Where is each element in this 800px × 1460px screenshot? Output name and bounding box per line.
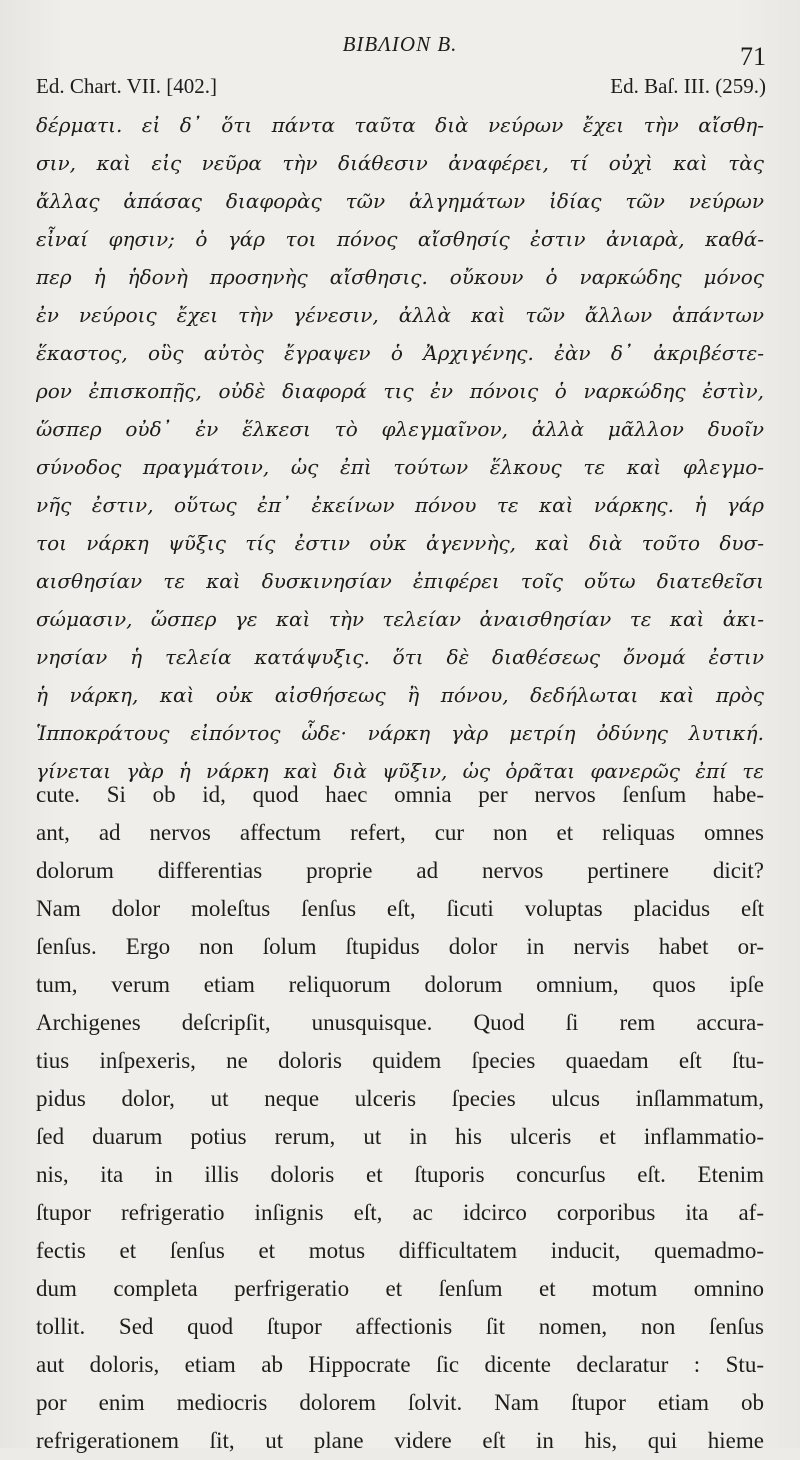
latin-line: cute. Si ob id, quod haec omnia per nervos ſenſum habe- xyxy=(36,782,764,807)
greek-line: σύνοδος πραγμάτοιν, ὡς ἐπὶ τούτων ἕλκους τε καὶ φλεγμο- xyxy=(36,455,764,479)
latin-line: Nam dolor moleſtus ſenſus eſt, ſicuti voluptas placidus eſt xyxy=(36,896,764,921)
greek-line: ὥσπερ οὐδ᾽ ἐν ἕλκεσι τὸ φλεγμαῖνον, ἀλλὰ μᾶλλον δυοῖν xyxy=(36,417,764,441)
latin-line: dum completa perfrigeratio et ſenſum et motum omnino xyxy=(36,1276,764,1301)
latin-line: tum, verum etiam reliquorum dolorum omnium, quos ipſe xyxy=(36,972,764,997)
page-number: 71 xyxy=(740,42,766,71)
latin-line: tius inſpexeris, ne doloris quidem ſpecies quaedam eſt ſtu- xyxy=(36,1048,764,1073)
edition-references xyxy=(36,74,766,102)
latin-line: fectis et ſenſus et motus difficultatem inducit, quemadmo- xyxy=(36,1238,764,1263)
edition-chartier: Ed. Chart. VII. [402.] xyxy=(36,74,217,98)
latin-line: ſenſus. Ergo non ſolum ſtupidus dolor in nervis habet or- xyxy=(36,934,764,959)
greek-line: τοι νάρκη ψῦξις τίς ἐστιν οὐκ ἀγεννὴς, καὶ διὰ τοῦτο δυσ- xyxy=(36,531,764,555)
latin-line: tollit. Sed quod ſtupor affectionis ſit nomen, non ſenſus xyxy=(36,1314,764,1339)
greek-line: σώμασιν, ὥσπερ γε καὶ τὴν τελείαν ἀναισθησίαν τε καὶ ἀκι- xyxy=(36,607,764,631)
greek-line: ἡ νάρκη, καὶ οὐκ αἰσθήσεως ἢ πόνου, δεδήλωται καὶ πρὸς xyxy=(36,683,764,707)
greek-line: ἄλλας ἁπάσας διαφορὰς τῶν ἀλγημάτων ἰδίας τῶν νεύρων xyxy=(36,189,764,213)
latin-line: refrigerationem ſit, ut plane videre eſt in his, qui hieme xyxy=(36,1428,764,1453)
latin-line: Archigenes deſcripſit, unusquisque. Quod ſi rem accura- xyxy=(36,1010,764,1035)
latin-line: ant, ad nervos affectum refert, cur non et reliquas omnes xyxy=(36,820,764,845)
latin-line: dolorum differentias proprie ad nervos pertinere dicit? xyxy=(36,858,764,883)
latin-line: aut doloris, etiam ab Hippocrate ſic dicente declaratur : Stu- xyxy=(36,1352,764,1377)
greek-line: αισθησίαν τε καὶ δυσκινησίαν ἐπιφέρει τοῖς οὕτω διατεθεῖσι xyxy=(36,569,764,593)
greek-line: ἐν νεύροις ἔχει τὴν γένεσιν, ἀλλὰ καὶ τῶν ἄλλων ἁπάντων xyxy=(36,303,764,327)
latin-line: nis, ita in illis doloris et ſtuporis concurſus eſt. Etenim xyxy=(36,1162,764,1187)
greek-line: Ἱπποκράτους εἰπόντος ὧδε· νάρκη γὰρ μετρίη ὀδύνης λυτική. xyxy=(36,721,764,745)
greek-line: ἕκαστος, οὓς αὐτὸς ἔγραψεν ὁ Ἀρχιγένης. ἐὰν δ᾽ ἀκριβέστε- xyxy=(36,341,764,365)
greek-line: νῆς ἐστιν, οὕτως ἐπ᾽ ἐκείνων πόνου τε καὶ νάρκης. ἡ γάρ xyxy=(36,493,764,517)
greek-line: ρον ἐπισκοπῇς, οὐδὲ διαφορά τις ἐν πόνοις ὁ ναρκώδης ἐστὶν, xyxy=(36,379,764,403)
latin-text-block xyxy=(36,776,764,1460)
running-head: BIBΛΙΟΝ B. xyxy=(342,32,458,56)
greek-line: γίνεται γὰρ ἡ νάρκη καὶ διὰ ψῦξιν, ὡς ὁρᾶται φανερῶς ἐπί τε xyxy=(36,759,764,783)
edition-basel: Ed. Baſ. III. (259.) xyxy=(610,74,766,98)
latin-line: ſtupor refrigeratio inſignis eſt, ac idcirco corporibus ita af- xyxy=(36,1200,764,1225)
greek-line: περ ἡ ἡδονὴ προσηνὴς αἴσθησις. οὔκουν ὁ ναρκώδης μόνος xyxy=(36,265,764,289)
greek-text-block xyxy=(36,106,764,790)
greek-line: εἶναί φησιν; ὁ γάρ τοι πόνος αἴσθησίς ἐστιν ἀνιαρὰ, καθά- xyxy=(36,227,764,251)
greek-line: σιν, καὶ εἰς νεῦρα τὴν διάθεσιν ἀναφέρει, τί οὐχὶ καὶ τὰς xyxy=(36,151,764,175)
greek-line: νησίαν ἡ τελεία κατάψυξις. ὅτι δὲ διαθέσεως ὄνομά ἐστιν xyxy=(36,645,764,669)
latin-line: pidus dolor, ut neque ulceris ſpecies ulcus inſlammatum, xyxy=(36,1086,764,1111)
latin-line: ſed duarum potius rerum, ut in his ulceris et inflammatio- xyxy=(36,1124,764,1149)
greek-line: δέρματι. εἰ δ᾽ ὅτι πάντα ταῦτα διὰ νεύρων ἔχει τὴν αἴσθη- xyxy=(36,113,764,137)
latin-line: por enim mediocris dolorem ſolvit. Nam ſtupor etiam ob xyxy=(36,1390,764,1415)
